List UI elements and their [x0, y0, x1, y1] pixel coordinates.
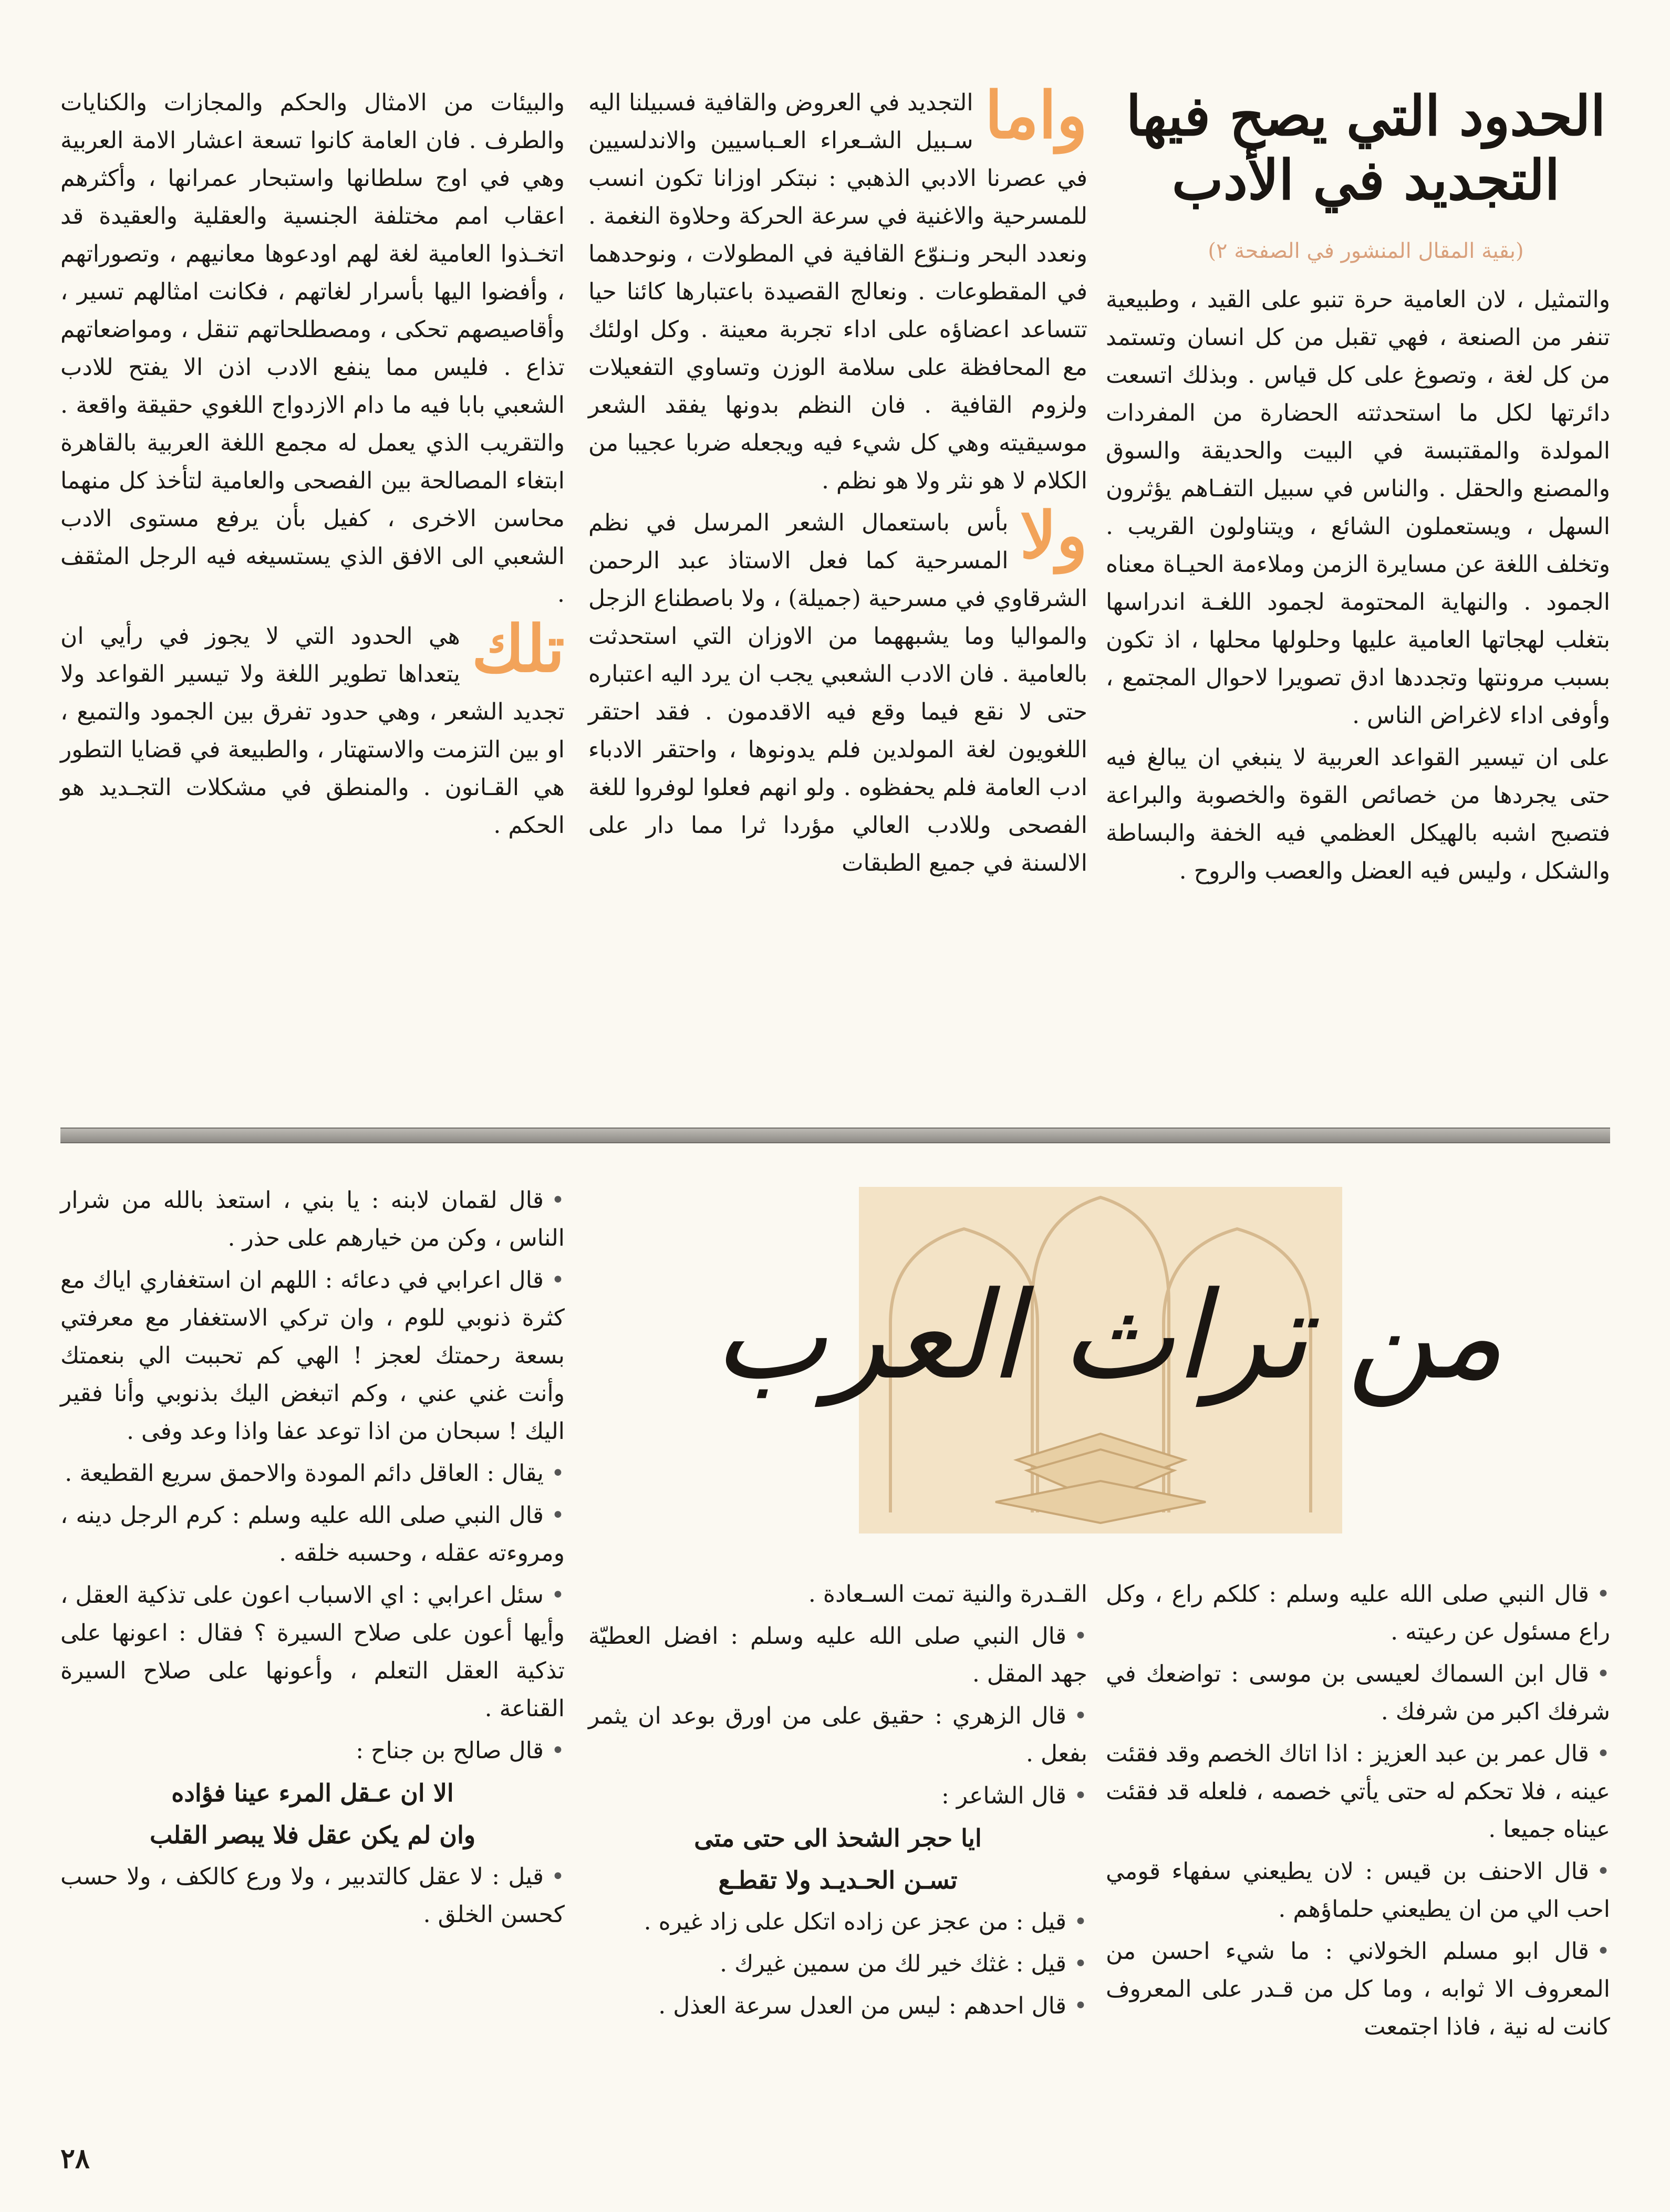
saying-text: القـدرة والنية تمت السـعادة .	[808, 1581, 1087, 1608]
section-divider	[60, 1128, 1610, 1143]
paragraph: على ان تيسير القواعد العربية لا ينبغي ان يبالغ فيه حتى يجردها من خصائص القوة والخصوبة والبراعة فتصبح اشبه بالهيكل العظمي فيه الخفة والبساطة والشكل ، وليس فيه العضل والعصب والروح .	[1106, 744, 1610, 884]
saying-item	[60, 1858, 565, 1934]
saying-item	[60, 1261, 565, 1451]
saying-text: سئل اعرابي : اي الاسباب اعون على تذكية العقل ، وأيها أعون على صلاح السيرة ؟ فقال : اعونها على تذكية العقل التعلم ، وأعونها على صلاح السيرة القناعة .	[60, 1582, 565, 1722]
paragraph	[588, 77, 1087, 500]
article-title: الحدود التي يصح فيها التجديد في الأدب	[1126, 84, 1606, 212]
bullet-icon: •	[551, 1460, 565, 1487]
bullet-icon: •	[1596, 1661, 1610, 1687]
saying-text: قيل : غثك خير لك من سمين غيرك .	[720, 1950, 1067, 1977]
heritage-column-2	[588, 1575, 1087, 2029]
saying-text: قال الاحنف بن قيس : لان يطيعني سفهاء قومي احب الي من ان يطيعني حلماؤهم .	[1106, 1858, 1610, 1923]
bullet-icon: •	[1074, 1950, 1087, 1977]
bullet-icon: •	[1596, 1581, 1610, 1608]
article-column-2	[588, 77, 1088, 1113]
article-column-3	[60, 84, 565, 1113]
verse-line: تسـن الحـديـد ولا تقطـع	[718, 1866, 958, 1894]
paragraph	[588, 497, 1088, 882]
saying-text: قيل : لا عقل كالتدبير ، ولا ورع كالكف ، ولا حسب كحسن الخلق .	[60, 1863, 565, 1928]
drop-word: ولا	[1020, 497, 1087, 573]
bullet-icon: •	[551, 1582, 565, 1609]
verse-line: ايا حجر الشحذ الى حتى متى	[694, 1824, 982, 1852]
verse-line: الا ان عـقل المرء عينا فؤاده	[171, 1779, 454, 1807]
bullet-icon: •	[1074, 1992, 1087, 2019]
saying-text: قال اعرابي في دعائه : اللهم ان استغفاري اياك مع كثرة ذنوبي للوم ، وان تركي الاستغفار مع معرفتي بسعة رحمتك لعجز ! الهي كم تحببت الي بنعمتك وأنت غني عني ، وكم اتبغض اليك بذنوبي وأنا فقير اليك ! سبحان من اذا توعد عفا واذا وعد وفى .	[60, 1267, 565, 1445]
saying-text: قال الزهري : حقيق على من اورق بوعد ان يثمر بفعل .	[588, 1703, 1087, 1767]
saying-item	[1106, 1655, 1610, 1731]
bullet-icon: •	[551, 1187, 565, 1214]
saying-item	[60, 1182, 565, 1257]
saying-text: قال ابو مسلم الخولاني : ما شيء احسن من المعروف الا ثوابه ، وما كل من قـدر على المعروف كانت له نية ، فاذا اجتمعت	[1106, 1938, 1610, 2040]
saying-item	[60, 1577, 565, 1728]
saying-text: قال عمر بن عبد العزيز : اذا اتاك الخصم وقد فقئت عينه ، فلا تحكم له حتى يأتي خصمه ، فلعله قد فقئت عيناه جميعا .	[1106, 1740, 1610, 1843]
saying-item	[1106, 1933, 1610, 2046]
saying-item	[588, 1575, 1087, 1613]
saying-item	[588, 1903, 1087, 1941]
bullet-icon: •	[551, 1502, 565, 1529]
saying-item	[588, 1618, 1087, 1693]
paragraph	[60, 84, 565, 613]
bullet-icon: •	[1596, 1740, 1610, 1767]
saying-text: قال لقمان لابنه : يا بني ، استعذ بالله من شرار الناس ، وكن من خيارهم على حذر .	[60, 1187, 565, 1251]
heritage-title: من تراث العرب	[713, 1266, 1504, 1406]
bullet-icon: •	[1074, 1782, 1087, 1809]
article-column-1	[1106, 84, 1610, 1113]
saying-item	[588, 1945, 1087, 1983]
saying-text: قال الشاعر :	[941, 1782, 1067, 1809]
paragraph-text: بأس باستعمال الشعر المرسل في نظم المسرحية كما فعل الاستاذ عبد الرحمن الشرقاوي في مسرحية (جميلة) ، ولا باصطناع الزجل والمواليا وما يشبههما من الاوزان التي استحدثت بالعامية . فان الادب الشعبي يجب ان يرد اليه اعتباره حتى لا نقع فيما وقع فيه الاقدمون . فقد احتقر اللغويون لغة المولدين فلم يدونوها ، واحتقر الادباء ادب العامة فلم يحفظوه . ولو انهم فعلوا لوفروا للغة الفصحى وللادب العالي مؤردا ثرا مما دار على الالسنة في جميع الطبقات	[588, 509, 1088, 877]
saying-text: قال صالح بن جناح :	[356, 1737, 544, 1764]
article-subtitle: (بقية المقال المنشور في الصفحة ٢)	[1208, 239, 1524, 263]
bullet-icon: •	[551, 1267, 565, 1293]
paragraph-text: هي الحدود التي لا يجوز في رأيي ان يتعداها تطوير اللغة ولا تيسير القواعد ولا تجديد الشعر ، وهي حدود تفرق بين الجمود والتميع ، او بين التزمت والاستهتار ، والطبيعة في قضايا التطور هي القـانون . والمنطق في مشكلات التجـديد هو الحكم .	[60, 623, 565, 839]
drop-word: تلك	[471, 611, 565, 686]
saying-text: قال النبي صلى الله عليه وسلم : كرم الرجل دينه ، ومروءته عقله ، وحسبه خلقه .	[60, 1502, 565, 1567]
paragraph: والتمثيل ، لان العامية حرة تنبو على القيد ، وطبيعية تنفر من الصنعة ، فهي تقبل من كل انسان وتستمد من كل لغة ، وتصوغ على كل قياس . وبذلك اتسعت دائرتها لكل ما استحدثته الحضارة من المفردات المولدة والمقتبسة في البيت والحديقة والسوق والمصنع والحقل . والناس في سبيل التفـاهم يؤثرون السهل ، ويستعملون الشائع ، ويتناولون القريب . وتخلف اللغة عن مسايرة الزمن وملاءمة الحيـاة معناه الجمود . والنهاية المحتومة لجمود اللغـة اندراسها بتغلب لهجاتها العامية عليها وحلولها محلها ، اذ تكون بسبب مرونتها وتجددها ادق تصويرا لاحوال المجتمع ، وأوفى اداء لاغراض الناس .	[1106, 286, 1610, 729]
saying-item	[60, 1732, 565, 1770]
saying-item	[60, 1497, 565, 1572]
paragraph	[60, 611, 565, 844]
saying-text: قال احدهم : ليس من العدل سرعة العذل .	[658, 1992, 1067, 2019]
verse-line: وان لم يكن عقل فلا يبصر القلب	[149, 1821, 476, 1849]
heritage-column-1	[1106, 1575, 1610, 2050]
saying-item	[1106, 1735, 1610, 1849]
drop-word: واما	[984, 77, 1087, 153]
bullet-icon: •	[1074, 1703, 1087, 1729]
saying-text: قيل : من عجز عن زاده اتكل على زاد غيره .	[644, 1908, 1067, 1935]
page-number: ٢٨	[60, 2143, 90, 2175]
saying-item	[1106, 1853, 1610, 1928]
saying-item	[588, 1697, 1087, 1773]
heritage-column-3	[60, 1182, 565, 1938]
bullet-icon: •	[551, 1737, 565, 1764]
bullet-icon: •	[551, 1863, 565, 1890]
saying-item	[60, 1455, 565, 1493]
saying-text: يقال : العاقل دائم المودة والاحمق سريع القطيعة .	[65, 1460, 544, 1487]
saying-text: قال ابن السماك لعيسى بن موسى : تواضعك في شرفك اكبر من شرفك .	[1106, 1661, 1610, 1725]
bullet-icon: •	[1596, 1938, 1610, 1965]
saying-item	[588, 1777, 1087, 1815]
paragraph-text: التجديد في العروض والقافية فسبيلنا اليه سـبيل الشـعراء العـباسيين والاندلسيين في عصرنا الادبي الذهبي : نبتكر اوزانا تكون انسب للمسرحية والاغنية في سرعة الحركة وحلاوة النغمة . ونعدد البحر ونـنوّع القافية في المطولات ، ونوحدهما في المقطوعات . ونعالج القصيدة باعتبارها كائنا حيا تتساعد اعضاؤه على اداء تجربة معينة . وكل اولئك مع المحافظة على سلامة الوزن وتساوي التفعيلات ولزوم القافية . فان النظم بدونها يفقد الشعر موسيقيته وهي كل شيء فيه ويجعله ضربا عجيبا من الكلام لا هو نثر ولا هو نظم .	[588, 89, 1087, 494]
saying-item	[588, 1987, 1087, 2025]
paragraph-text: والبيئات من الامثال والحكم والمجازات والكنايات والطرف . فان العامة كانوا تسعة اعشار الامة العربية وهي في اوج سلطانها واستبحار عمرانها ، وأكثرهم اعقاب امم مختلفة الجنسية والعقلية والعقيدة قد اتخـذوا العامية لغة لهم اودعوها معانيهم ، وتصوراتهم ، وأفضوا اليها بأسرار لغاتهم ، فكانت امثالهم تسير ، وأقاصيصهم تحكى ، ومصطلحاتهم تنقل ، ومواضعاتهم تذاع . فليس مما ينفع الادب اذن الا يفتح للادب الشعبي بابا فيه ما دام الازدواج اللغوي حقيقة واقعة . والتقريب الذي يعمل له مجمع اللغة العربية بالقاهرة ابتغاء المصالحة بين الفصحى والعامية لتأخذ كل منهما محاسن الاخرى ، كفيل بأن يرفع مستوى الادب الشعبي الى الافق الذي يستسيغه فيه الرجل المثقف .	[60, 89, 565, 608]
saying-text: قال النبي صلى الله عليه وسلم : كلكم راع ، وكل راع مسئول عن رعيته .	[1106, 1581, 1610, 1645]
bullet-icon: •	[1074, 1623, 1087, 1650]
saying-text: قال النبي صلى الله عليه وسلم : افضل العطيّة جهد المقل .	[588, 1623, 1087, 1687]
saying-item	[1106, 1575, 1610, 1651]
bullet-icon: •	[1074, 1908, 1087, 1935]
bullet-icon: •	[1596, 1858, 1610, 1885]
